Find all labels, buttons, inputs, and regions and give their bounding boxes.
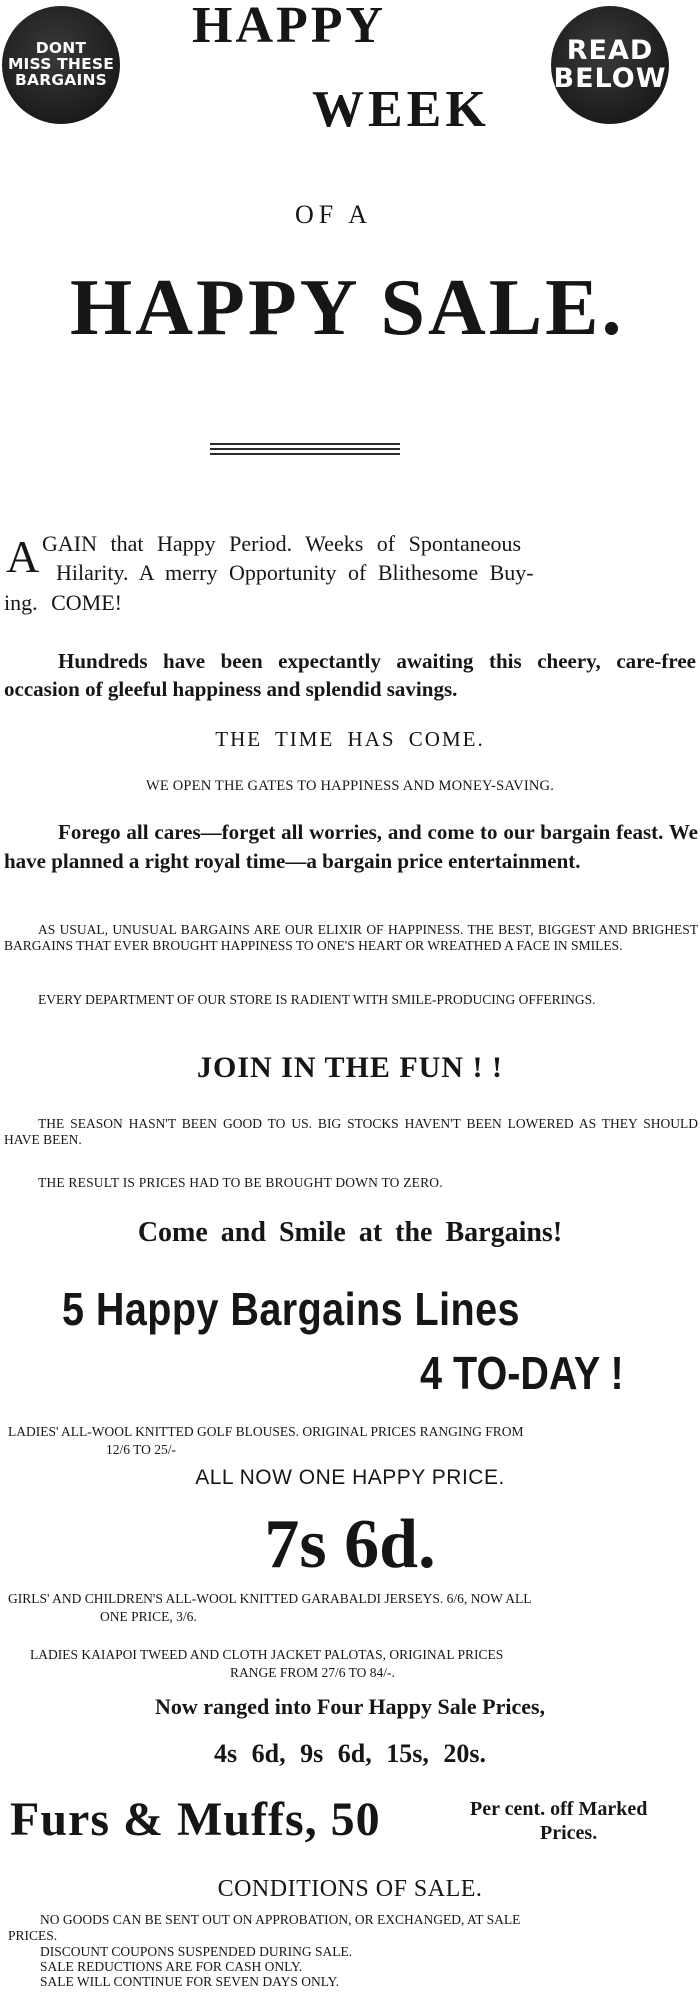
badge-text-line: MISS THESE <box>7 55 115 74</box>
one-happy-price: ALL NOW ONE HAPPY PRICE. <box>195 1466 505 1489</box>
badge-text-line: BELOW <box>553 63 667 94</box>
divider-rule <box>210 448 400 450</box>
bargain-lines-heading: 5 Happy Bargains Lines <box>62 1283 520 1335</box>
result-paragraph: THE RESULT IS PRICES HAD TO BE BROUGHT DOWN TO ZERO. <box>38 1175 443 1190</box>
as-usual-paragraph: AS USUAL, UNUSUAL BARGAINS ARE OUR ELIXIR OF HAPPINESS. THE BEST, BIGGEST AND BRIGHEST BARGAINS THAT EVER BROUGHT HAPPINESS TO ONE'S HEART OR WREATHED A FACE IN SMILES. <box>4 922 698 953</box>
divider-rule <box>210 443 400 445</box>
conditions-line: SALE WILL CONTINUE FOR SEVEN DAYS ONLY. <box>40 1974 340 1989</box>
intro-line-2: Hilarity. A merry Opportunity of Blithesome Buy- <box>56 560 534 585</box>
headline-happy-sale: HAPPY SALE. <box>70 264 625 352</box>
blouses-price-range: 12/6 TO 25/- <box>106 1442 177 1457</box>
intro-line-3: ing. COME! <box>4 590 122 615</box>
read-below-badge <box>551 6 669 124</box>
today-heading: 4 TO-DAY ! <box>420 1347 624 1399</box>
furs-muffs-heading: Furs & Muffs, 50 <box>10 1793 381 1846</box>
open-gates: WE OPEN THE GATES TO HAPPINESS AND MONEY-SAVING. <box>145 778 555 794</box>
palotas-price-range: RANGE FROM 27/6 TO 84/-. <box>230 1665 395 1680</box>
conditions-line: PRICES. <box>8 1928 58 1943</box>
forego-paragraph: Forego all cares—forget all worries, and come to our bargain feast. We have planned a right royal time—a bargain price entertainment. <box>4 820 698 873</box>
headline-happy: HAPPY <box>192 0 387 54</box>
headline-of-a: OF A <box>295 200 373 229</box>
every-department-paragraph: EVERY DEPARTMENT OF OUR STORE IS RADIENT WITH SMILE-PRODUCING OFFERINGS. <box>38 992 596 1007</box>
time-has-come: THE TIME HAS COME. <box>215 727 485 751</box>
conditions-line: DISCOUNT COUPONS SUSPENDED DURING SALE. <box>40 1944 353 1959</box>
palotas-description: LADIES KAIAPOI TWEED AND CLOTH JACKET PALOTAS, ORIGINAL PRICES <box>30 1647 504 1662</box>
sale-prices: 4s 6d, 9s 6d, 15s, 20s. <box>214 1739 486 1768</box>
join-fun-heading: JOIN IN THE FUN ! ! <box>197 1051 503 1084</box>
blouse-price: 7s 6d. <box>264 1506 436 1583</box>
badge-text-line: DONT <box>35 39 87 58</box>
jerseys-price: ONE PRICE, 3/6. <box>100 1609 197 1624</box>
season-paragraph: THE SEASON HASN'T BEEN GOOD TO US. BIG STOCKS HAVEN'T BEEN LOWERED AS THEY SHOULD HAVE BEEN. <box>4 1116 698 1147</box>
badge-text-line: READ <box>566 35 654 67</box>
divider-rule <box>210 453 400 455</box>
dont-miss-badge <box>2 6 120 124</box>
blouses-description: LADIES' ALL-WOOL KNITTED GOLF BLOUSES. ORIGINAL PRICES RANGING FROM <box>8 1424 524 1439</box>
conditions-line: NO GOODS CAN BE SENT OUT ON APPROBATION, OR EXCHANGED, AT SALE <box>40 1912 521 1927</box>
badge-text-line: BARGAINS <box>15 70 107 89</box>
furs-discount-note: Per cent. off Marked <box>470 1798 648 1820</box>
jerseys-description: GIRLS' AND CHILDREN'S ALL-WOOL KNITTED GARABALDI JERSEYS. 6/6, NOW ALL <box>8 1591 532 1606</box>
intro-drop-cap: A <box>6 531 40 582</box>
conditions-line: SALE REDUCTIONS ARE FOR CASH ONLY. <box>40 1959 303 1974</box>
conditions-title: CONDITIONS OF SALE. <box>217 1876 483 1902</box>
hundreds-paragraph: Hundreds have been expectantly awaiting this cheery, care-free occasion of gleeful happiness and splendid savings. <box>4 649 696 701</box>
furs-discount-note: Prices. <box>540 1822 598 1844</box>
come-smile-heading: Come and Smile at the Bargains! <box>137 1217 563 1248</box>
intro-line-1: GAIN that Happy Period. Weeks of Spontaneous <box>42 531 522 556</box>
headline-week: WEEK <box>312 81 490 138</box>
four-prices-heading: Now ranged into Four Happy Sale Prices, <box>154 1694 546 1719</box>
